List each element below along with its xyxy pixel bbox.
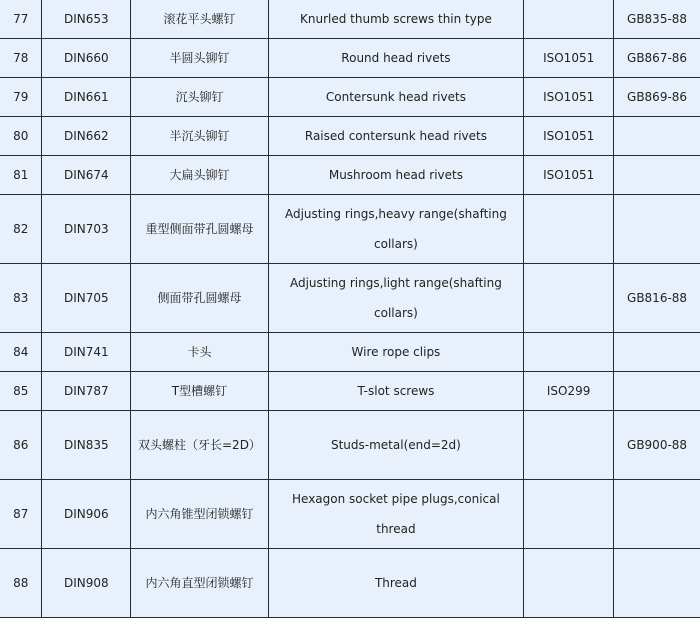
gb-code-cell [614, 480, 700, 549]
iso-code-cell [524, 195, 614, 264]
chinese-name-cell [131, 195, 268, 264]
chinese-name-text: T型槽螺钉 [171, 384, 228, 398]
chinese-name-cell [131, 333, 268, 372]
gb-code-cell: GB816-88 [614, 264, 700, 333]
gb-code-cell [614, 549, 700, 618]
table-row [0, 0, 700, 39]
chinese-name-text: 半沉头铆钉 [169, 129, 230, 143]
chinese-name-cell [131, 156, 268, 195]
row-number-cell: 80 [0, 117, 42, 156]
table-row [0, 411, 700, 480]
gb-code-cell: GB869-86 [614, 78, 700, 117]
chinese-name-cell [131, 549, 268, 618]
english-name-text: Raised contersunk head rivets [304, 129, 487, 143]
chinese-name-text: 大扁头铆钉 [169, 168, 230, 182]
english-name-text: Mushroom head rivets [328, 168, 463, 182]
iso-code-cell: ISO1051 [524, 117, 614, 156]
gb-code-cell [614, 156, 700, 195]
din-code-cell: DIN906 [42, 480, 131, 549]
english-name-cell [268, 549, 524, 618]
row-number-cell: 81 [0, 156, 42, 195]
table-row [0, 78, 700, 117]
gb-code-cell [614, 195, 700, 264]
row-number-cell: 78 [0, 39, 42, 78]
chinese-name-text: 卡头 [187, 345, 212, 359]
table-row [0, 156, 700, 195]
chinese-name-cell [131, 372, 268, 411]
gb-code-cell [614, 372, 700, 411]
chinese-name-text: 双头螺柱（牙长=2D） [138, 438, 261, 452]
table-row [0, 117, 700, 156]
chinese-name-text: 半圆头铆钉 [169, 51, 230, 65]
din-code-cell: DIN741 [42, 333, 131, 372]
table-row [0, 480, 700, 549]
english-name-cell [268, 372, 524, 411]
english-name-cell [268, 117, 524, 156]
chinese-name-text: 滚花平头螺钉 [163, 12, 236, 26]
chinese-name-text: 重型侧面带孔圆螺母 [145, 222, 254, 236]
english-name-cell [268, 264, 524, 333]
english-name-cell [268, 78, 524, 117]
din-code-cell: DIN703 [42, 195, 131, 264]
english-name-cell [268, 156, 524, 195]
chinese-name-cell [131, 480, 268, 549]
chinese-name-text: 侧面带孔圆螺母 [157, 291, 242, 305]
table-row [0, 264, 700, 333]
english-name-cell [268, 195, 524, 264]
iso-code-cell [524, 264, 614, 333]
english-name-text: Hexagon socket pipe plugs,conical thread [292, 492, 500, 536]
iso-code-cell [524, 0, 614, 39]
english-name-text: Adjusting rings,heavy range(shafting collars) [284, 207, 507, 251]
table-row [0, 372, 700, 411]
row-number-cell: 87 [0, 480, 42, 549]
chinese-name-cell [131, 264, 268, 333]
english-name-text: T-slot screws [357, 384, 435, 398]
table-row [0, 549, 700, 618]
iso-code-cell [524, 333, 614, 372]
din-code-cell: DIN653 [42, 0, 131, 39]
english-name-text: Thread [374, 576, 417, 590]
english-name-text: Contersunk head rivets [325, 90, 466, 104]
iso-code-cell: ISO299 [524, 372, 614, 411]
gb-code-cell: GB835-88 [614, 0, 700, 39]
row-number-cell: 83 [0, 264, 42, 333]
chinese-name-cell [131, 0, 268, 39]
gb-code-cell: GB867-86 [614, 39, 700, 78]
iso-code-cell: ISO1051 [524, 78, 614, 117]
english-name-text: Knurled thumb screws thin type [300, 12, 492, 26]
gb-code-cell: GB900-88 [614, 411, 700, 480]
english-name-cell [268, 480, 524, 549]
din-code-cell: DIN835 [42, 411, 131, 480]
english-name-cell [268, 333, 524, 372]
english-name-text: Studs-metal(end=2d) [330, 438, 461, 452]
row-number-cell: 85 [0, 372, 42, 411]
chinese-name-text: 内六角锥型闭锁螺钉 [145, 507, 254, 521]
chinese-name-cell [131, 117, 268, 156]
chinese-name-cell [131, 78, 268, 117]
row-number-cell: 84 [0, 333, 42, 372]
gb-code-cell [614, 333, 700, 372]
chinese-name-text: 沉头铆钉 [175, 90, 224, 104]
din-code-cell: DIN660 [42, 39, 131, 78]
english-name-cell [268, 411, 524, 480]
din-code-cell: DIN787 [42, 372, 131, 411]
row-number-cell: 88 [0, 549, 42, 618]
row-number-cell: 77 [0, 0, 42, 39]
chinese-name-cell [131, 39, 268, 78]
din-code-cell: DIN705 [42, 264, 131, 333]
table-row [0, 195, 700, 264]
gb-code-cell [614, 117, 700, 156]
row-number-cell: 86 [0, 411, 42, 480]
iso-code-cell: ISO1051 [524, 39, 614, 78]
iso-code-cell: ISO1051 [524, 156, 614, 195]
chinese-name-cell [131, 411, 268, 480]
iso-code-cell [524, 549, 614, 618]
din-code-cell: DIN662 [42, 117, 131, 156]
table-row [0, 333, 700, 372]
din-code-cell: DIN661 [42, 78, 131, 117]
iso-code-cell [524, 411, 614, 480]
english-name-cell [268, 0, 524, 39]
english-name-text: Wire rope clips [351, 345, 441, 359]
table-row [0, 39, 700, 78]
row-number-cell: 79 [0, 78, 42, 117]
din-code-cell: DIN908 [42, 549, 131, 618]
row-number-cell: 82 [0, 195, 42, 264]
english-name-text: Adjusting rings,light range(shafting collars) [289, 276, 502, 320]
chinese-name-text: 内六角直型闭锁螺钉 [145, 576, 254, 590]
din-code-cell: DIN674 [42, 156, 131, 195]
iso-code-cell [524, 480, 614, 549]
english-name-cell [268, 39, 524, 78]
english-name-text: Round head rivets [341, 51, 451, 65]
